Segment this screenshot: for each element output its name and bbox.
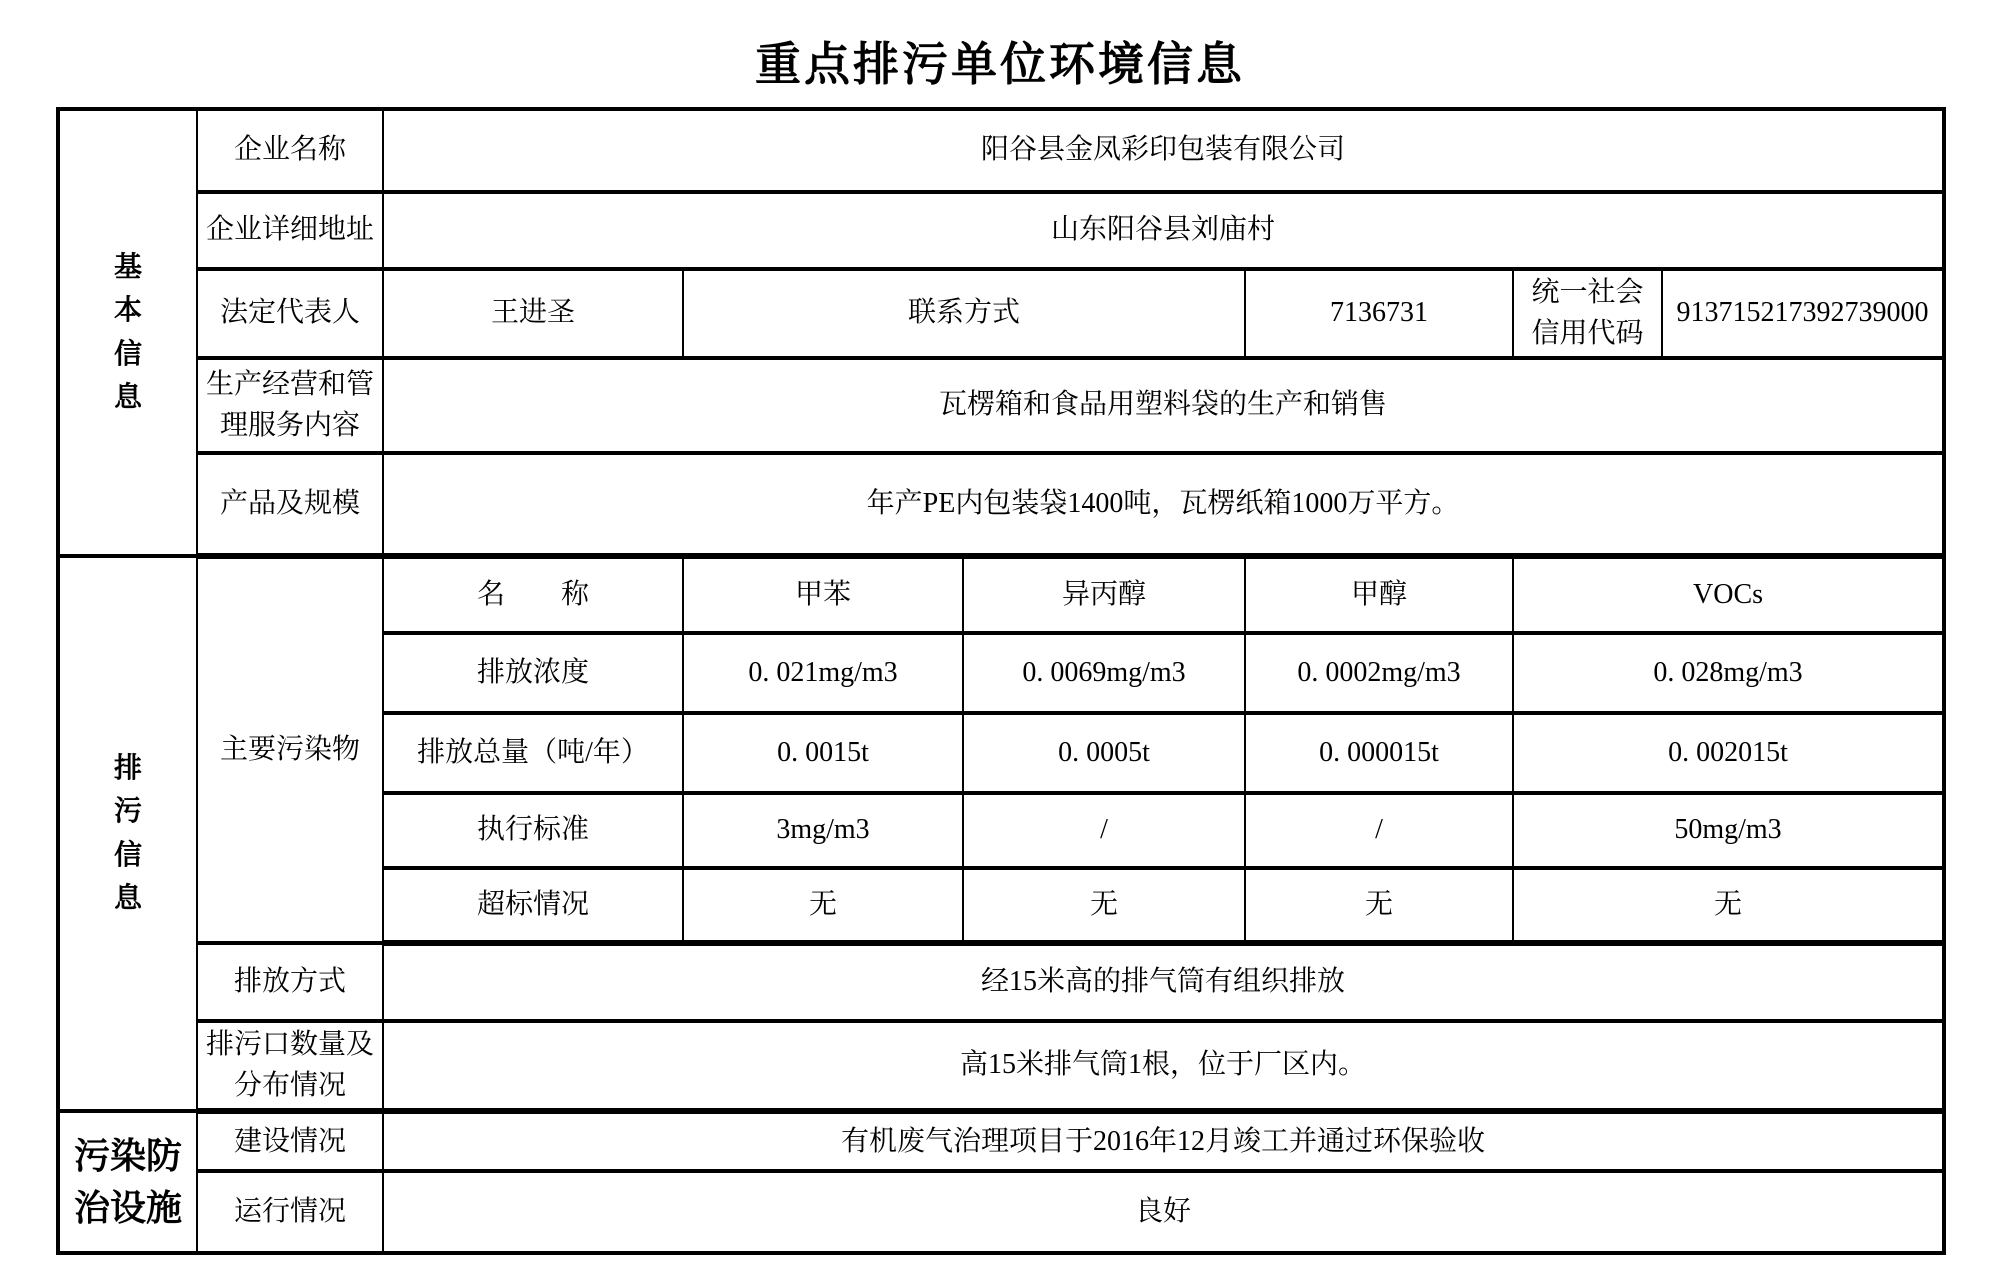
row-construction xyxy=(58,1111,1944,1171)
total-amount-label: 排放总量（吨/年） xyxy=(383,713,683,793)
page-title: 重点排污单位环境信息 xyxy=(755,39,1245,90)
concentration-label: 排放浓度 xyxy=(383,633,683,713)
row-operation xyxy=(58,1171,1944,1253)
row-products xyxy=(58,453,1944,556)
business-scope-value: 瓦楞箱和食品用塑料袋的生产和销售 xyxy=(383,358,1944,453)
products-value: 年产PE内包装袋1400吨，瓦楞纸箱1000万平方。 xyxy=(383,453,1944,556)
credit-code-label-text: 统一社会信用代码 xyxy=(1531,277,1644,349)
section-basic-info xyxy=(58,109,197,556)
exceedance-value-2: 无 xyxy=(963,868,1245,943)
construction-label: 建设情况 xyxy=(197,1111,383,1171)
standard-value-4: 50mg/m3 xyxy=(1513,793,1944,868)
environmental-info-table xyxy=(56,107,1946,1255)
row-pollutant-names xyxy=(58,556,1944,633)
concentration-value-1: 0. 021mg/m3 xyxy=(683,633,963,713)
row-discharge-method xyxy=(58,943,1944,1021)
credit-code-label xyxy=(1513,269,1662,358)
company-name-label: 企业名称 xyxy=(197,109,383,192)
discharge-method-value: 经15米高的排气筒有组织排放 xyxy=(383,943,1944,1021)
section-discharge-info xyxy=(58,556,197,1111)
row-address xyxy=(58,192,1944,269)
discharge-method-label: 排放方式 xyxy=(197,943,383,1021)
exceedance-label: 超标情况 xyxy=(383,868,683,943)
section-basic-info-label: 基本信息 xyxy=(113,251,142,413)
outlets-label-text: 排污口数量及分布情况 xyxy=(205,1029,374,1101)
exceedance-value-1: 无 xyxy=(683,868,963,943)
business-scope-label-text: 生产经营和管理服务内容 xyxy=(205,369,374,441)
pollutant-name-3: 甲醇 xyxy=(1245,556,1513,633)
business-scope-label xyxy=(197,358,383,453)
standard-value-3: / xyxy=(1245,793,1513,868)
legal-rep-label: 法定代表人 xyxy=(197,269,383,358)
operation-label: 运行情况 xyxy=(197,1171,383,1253)
exceedance-value-4: 无 xyxy=(1513,868,1944,943)
credit-code-value: 913715217392739000 xyxy=(1662,269,1944,358)
section-discharge-info-label: 排污信息 xyxy=(113,753,142,915)
outlets-label xyxy=(197,1021,383,1111)
row-company-name xyxy=(58,109,1944,192)
legal-rep-value: 王进圣 xyxy=(383,269,683,358)
company-name-value: 阳谷县金凤彩印包装有限公司 xyxy=(383,109,1944,192)
total-amount-value-1: 0. 0015t xyxy=(683,713,963,793)
standard-value-1: 3mg/m3 xyxy=(683,793,963,868)
total-amount-value-2: 0. 0005t xyxy=(963,713,1245,793)
contact-value: 7136731 xyxy=(1245,269,1513,358)
pollutant-name-1: 甲苯 xyxy=(683,556,963,633)
address-value: 山东阳谷县刘庙村 xyxy=(383,192,1944,269)
total-amount-value-3: 0. 000015t xyxy=(1245,713,1513,793)
outlets-value: 高15米排气筒1根，位于厂区内。 xyxy=(383,1021,1944,1111)
products-label: 产品及规模 xyxy=(197,453,383,556)
concentration-value-2: 0. 0069mg/m3 xyxy=(963,633,1245,713)
exceedance-value-3: 无 xyxy=(1245,868,1513,943)
pollutant-name-4: VOCs xyxy=(1513,556,1944,633)
construction-value: 有机废气治理项目于2016年12月竣工并通过环保验收 xyxy=(383,1111,1944,1171)
concentration-value-4: 0. 028mg/m3 xyxy=(1513,633,1944,713)
main-pollutants-label: 主要污染物 xyxy=(197,556,383,943)
operation-value: 良好 xyxy=(383,1171,1944,1253)
row-business-scope xyxy=(58,358,1944,453)
section-treatment-facilities-label: 污染防治设施 xyxy=(73,1136,182,1229)
section-treatment-facilities xyxy=(58,1111,197,1253)
contact-label: 联系方式 xyxy=(683,269,1245,358)
address-label: 企业详细地址 xyxy=(197,192,383,269)
concentration-value-3: 0. 0002mg/m3 xyxy=(1245,633,1513,713)
row-outlets xyxy=(58,1021,1944,1111)
standard-label: 执行标准 xyxy=(383,793,683,868)
standard-value-2: / xyxy=(963,793,1245,868)
pollutant-name-header: 名 称 xyxy=(383,556,683,633)
pollutant-name-2: 异丙醇 xyxy=(963,556,1245,633)
total-amount-value-4: 0. 002015t xyxy=(1513,713,1944,793)
row-legal-rep xyxy=(58,269,1944,358)
